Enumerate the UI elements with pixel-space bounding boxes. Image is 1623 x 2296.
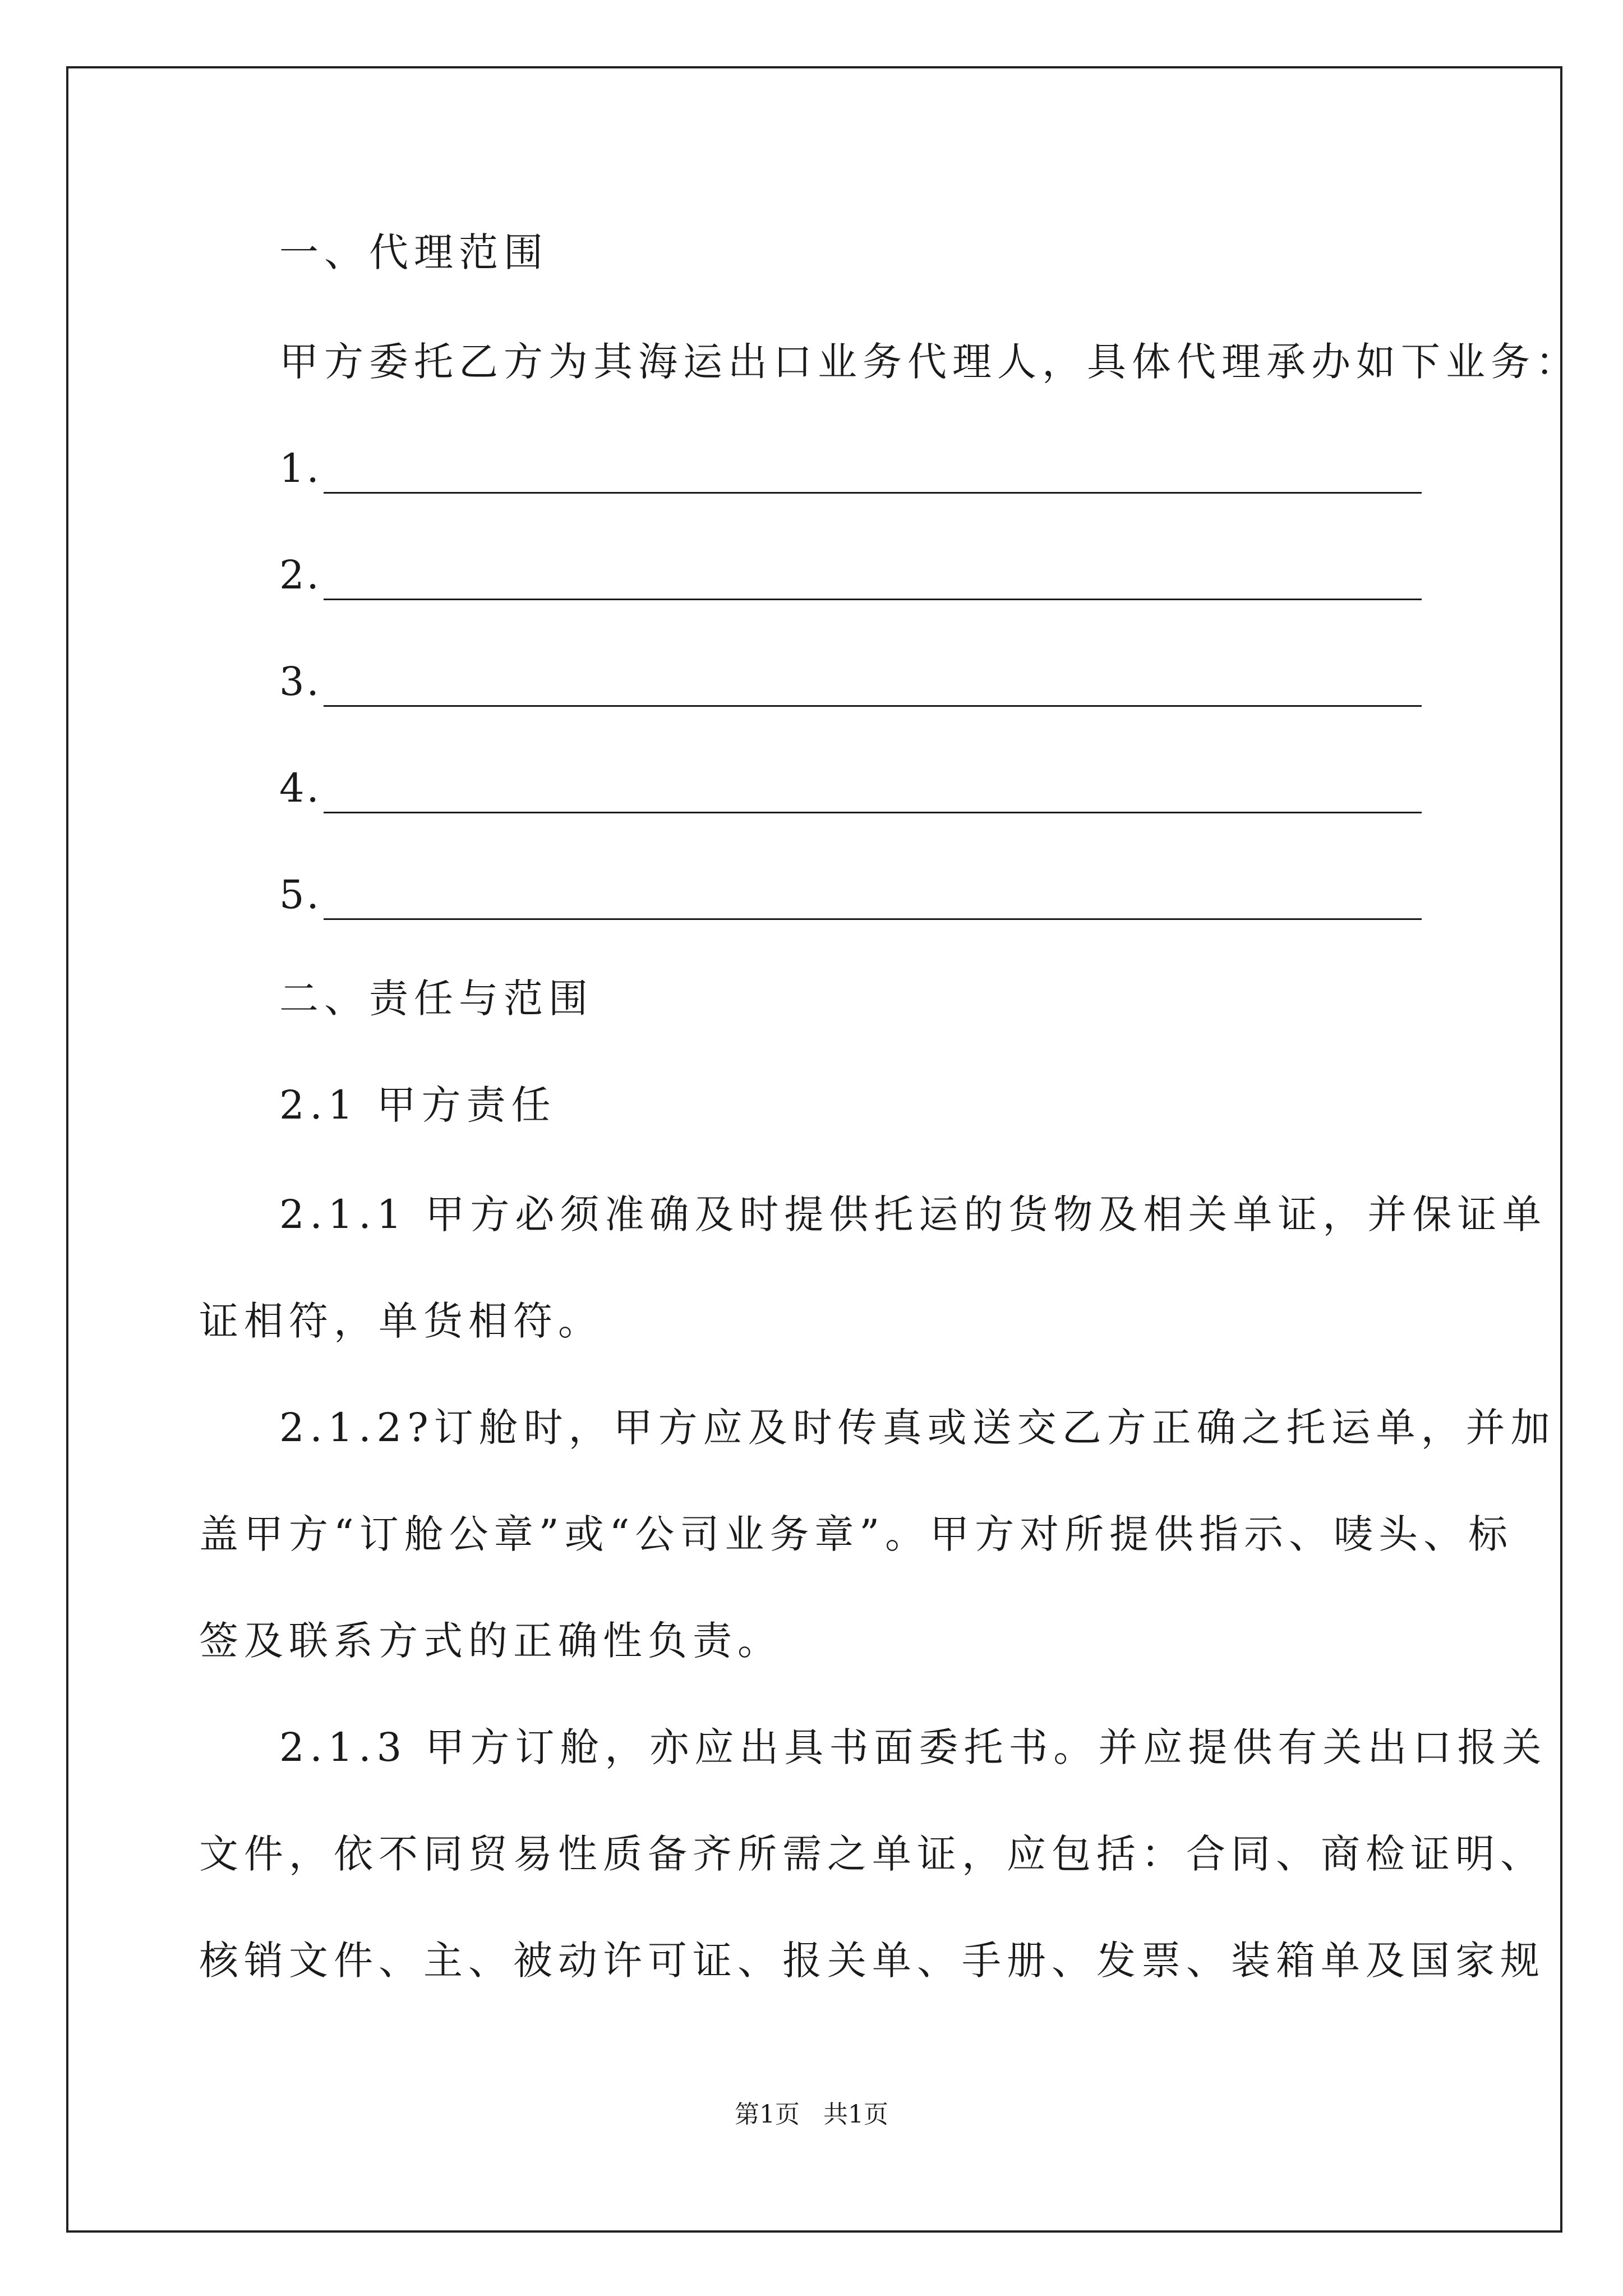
blank-rule (324, 457, 1422, 494)
blank-line-2 (279, 550, 1422, 600)
paragraph-2-1-2-line-1: 2.1.2?订舱时，甲方应及时传真或送交乙方正确之托运单，并加 (279, 1405, 1556, 1451)
blank-rule (324, 564, 1422, 600)
blank-line-1 (279, 443, 1422, 494)
paragraph-2-1-1-line-1: 2.1.1 甲方必须准确及时提供托运的货物及相关单证，并保证单 (279, 1191, 1547, 1237)
paragraph-2-1-1-line-2: 证相符，单货相符。 (199, 1298, 603, 1344)
blank-number: 4. (279, 765, 321, 811)
blank-line-3 (279, 656, 1422, 707)
section-2-1-heading: 2.1 甲方责任 (279, 1082, 556, 1128)
blank-line-4 (279, 763, 1422, 813)
section-1-intro: 甲方委托乙方为其海运出口业务代理人，具体代理承办如下业务： (279, 339, 1580, 385)
paragraph-2-1-3-line-1: 2.1.3 甲方订舱，亦应出具书面委托书。并应提供有关出口报关 (279, 1724, 1547, 1770)
blank-rule (324, 670, 1422, 707)
page-border (66, 66, 1562, 2233)
paragraph-2-1-3-line-3: 核销文件、主、被动许可证、报关单、手册、发票、装箱单及国家规 (199, 1938, 1545, 1984)
page-footer: 第1页 共1页 (735, 2100, 888, 2129)
section-2-heading: 二、责任与范围 (279, 976, 593, 1022)
blank-number: 3. (279, 659, 321, 705)
blank-number: 2. (279, 552, 321, 598)
blank-rule (324, 777, 1422, 813)
paragraph-2-1-2-line-2: 盖甲方“订舱公章”或“公司业务章”。甲方对所提供指示、唛头、标 (199, 1511, 1514, 1557)
paragraph-2-1-2-line-3: 签及联系方式的正确性负责。 (199, 1618, 782, 1664)
section-1-heading: 一、代理范围 (279, 229, 548, 275)
blank-rule (324, 884, 1422, 920)
blank-number: 1. (279, 445, 321, 491)
blank-line-5 (279, 869, 1422, 920)
paragraph-2-1-3-line-2: 文件，依不同贸易性质备齐所需之单证，应包括：合同、商检证明、 (199, 1831, 1545, 1877)
blank-number: 5. (279, 872, 321, 918)
